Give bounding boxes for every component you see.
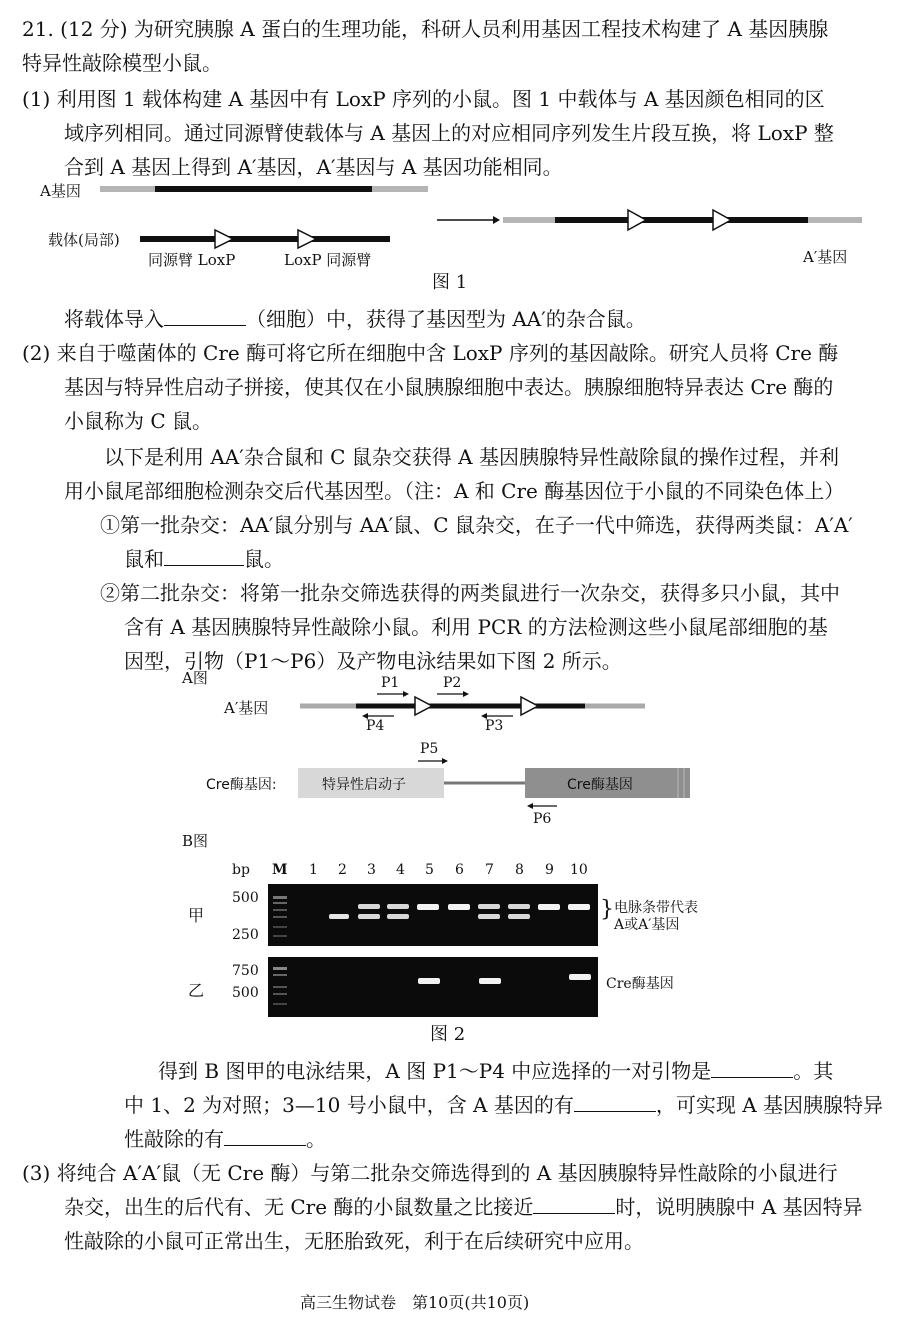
primer-p1-label: P1: [381, 675, 400, 691]
part2-question-line3: 性敲除的有 。: [124, 1127, 326, 1151]
part2-question-line2: 中 1、2 为对照；3—10 号小鼠中，含 A 基因的有 ，可实现 A 基因胰腺特异: [124, 1093, 884, 1117]
gel-jia-note-line1: 电脉条带代表: [614, 900, 698, 916]
cre-box-label: Cre酶基因: [567, 777, 633, 793]
lane-label-3: 3: [367, 862, 376, 878]
lane-label-4: 4: [396, 862, 405, 878]
gel-yi-marker-750: 750: [232, 963, 259, 979]
bracket-icon: }: [600, 897, 614, 922]
lane-label-1: 1: [309, 862, 318, 878]
gel-yi-label: 乙: [188, 981, 205, 1000]
part2-line4: 以下是利用 AA′杂合鼠和 C 鼠杂交获得 A 基因胰腺特异性敲除鼠的操作过程，并利: [104, 445, 839, 469]
gel-jia-marker-500: 500: [232, 890, 259, 906]
lane-label-m: M: [272, 862, 288, 878]
part3-line3: 性敲除的小鼠可正常出生，无胚胎致死，利于在后续研究中应用。: [64, 1229, 644, 1253]
part2-question-line1: 得到 B 图甲的电泳结果，A 图 P1～P4 中应选择的一对引物是 。其: [158, 1059, 834, 1083]
lane-label-6: 6: [455, 862, 464, 878]
part2-step1-line2: 鼠和 鼠。: [124, 547, 284, 571]
part1-line2: 域序列相同。通过同源臂使载体与 A 基因上的对应相同序列发生片段互换，将 LoxP 整: [64, 121, 834, 145]
part2-line2: 基因与特异性启动子拼接，使其仅在小鼠胰腺细胞中表达。胰腺细胞特异表达 Cre 酶的: [64, 375, 834, 399]
primer-p3-label: P3: [485, 718, 504, 734]
gel-jia: [268, 884, 598, 946]
fig2-panel-a-label: A图: [182, 669, 208, 687]
lane-label-8: 8: [515, 862, 524, 878]
answer-blank-mouse[interactable]: [164, 545, 244, 566]
fig2-a-prime-gene-label: A′基因: [224, 699, 269, 717]
primer-p6-label: P6: [533, 811, 552, 827]
fig2-panel-b-label: B图: [182, 832, 209, 850]
part2-step2-line1: ②第二批杂交：将第一批杂交筛选获得的两类鼠进行一次杂交，获得多只小鼠，其中: [100, 581, 840, 605]
question-intro-line2: 特异性敲除模型小鼠。: [22, 51, 222, 75]
part2-step1-line1: ①第一批杂交：AA′鼠分别与 AA′鼠、C 鼠杂交，在子一代中筛选，获得两类鼠：A′A′: [100, 513, 853, 537]
fig1-homology-left-label: 同源臂 LoxP: [148, 251, 236, 269]
answer-blank-has-a-gene[interactable]: [574, 1091, 656, 1112]
fig2-caption: 图 2: [430, 1024, 466, 1045]
part2-line5: 用小鼠尾部细胞检测杂交后代基因型。（注：A 和 Cre 酶基因位于小鼠的不同染色体上）: [64, 479, 845, 503]
part1-line3: 合到 A 基因上得到 A′基因，A′基因与 A 基因功能相同。: [64, 155, 563, 179]
primer-p4-label: P4: [366, 718, 385, 734]
lane-label-9: 9: [545, 862, 554, 878]
primer-p2-label: P2: [443, 675, 462, 691]
part2-line3: 小鼠称为 C 鼠。: [64, 409, 213, 433]
part3-line1: (3) 将纯合 A′A′鼠（无 Cre 酶）与第二批杂交筛选得到的 A 基因胰腺特异性敲除的小鼠进行: [22, 1161, 838, 1185]
answer-blank-ratio[interactable]: [533, 1193, 615, 1214]
gel-yi: [268, 957, 598, 1017]
gel-yi-note: Cre酶基因: [606, 976, 674, 992]
lane-label-10: 10: [570, 862, 588, 878]
answer-blank-knockout[interactable]: [224, 1125, 306, 1146]
gel-jia-label: 甲: [188, 906, 205, 925]
lane-label-5: 5: [425, 862, 434, 878]
fig2-cre-gene-label: Cre酶基因:: [206, 777, 277, 793]
fig1-vector-label: 载体(局部): [48, 231, 120, 249]
fig1-a-gene-label: A基因: [40, 182, 81, 200]
fig1-a-prime-label: A′基因: [803, 248, 848, 266]
lane-label-2: 2: [338, 862, 347, 878]
question-intro-line1: 21. (12 分) 为研究胰腺 A 蛋白的生理功能，科研人员利用基因工程技术构建了 A 基因胰腺: [22, 17, 829, 41]
fig1-homology-right-label: LoxP 同源臂: [284, 251, 372, 269]
gel-jia-note-line2: A或A′基因: [614, 917, 680, 933]
page-footer: 高三生物试卷 第10页(共10页): [300, 1293, 530, 1312]
answer-blank-cell[interactable]: [164, 305, 246, 326]
part2-step2-line3: 因型，引物（P1～P6）及产物电泳结果如下图 2 所示。: [124, 649, 622, 673]
promoter-box-label: 特异性启动子: [322, 777, 406, 793]
lane-label-7: 7: [485, 862, 494, 878]
answer-blank-primers[interactable]: [711, 1057, 793, 1078]
bp-label: bp: [232, 862, 250, 878]
part3-line2: 杂交，出生的后代有、无 Cre 酶的小鼠数量之比接近 时，说明胰腺中 A 基因特异: [64, 1195, 863, 1219]
part2-line1: (2) 来自于噬菌体的 Cre 酶可将它所在细胞中含 LoxP 序列的基因敲除。研究人员将 Cre 酶: [22, 341, 839, 365]
fig1-caption: 图 1: [432, 272, 468, 293]
gel-yi-marker-500: 500: [232, 985, 259, 1001]
part1-line1: (1) 利用图 1 载体构建 A 基因中有 LoxP 序列的小鼠。图 1 中载体与 A 基因颜色相同的区: [22, 87, 825, 111]
gel-jia-marker-250: 250: [232, 927, 259, 943]
primer-p5-label: P5: [420, 741, 439, 757]
part2-step2-line2: 含有 A 基因胰腺特异性敲除小鼠。利用 PCR 的方法检测这些小鼠尾部细胞的基: [124, 615, 828, 639]
part1-blank-line: 将载体导入 （细胞）中，获得了基因型为 AA′的杂合鼠。: [64, 307, 646, 331]
